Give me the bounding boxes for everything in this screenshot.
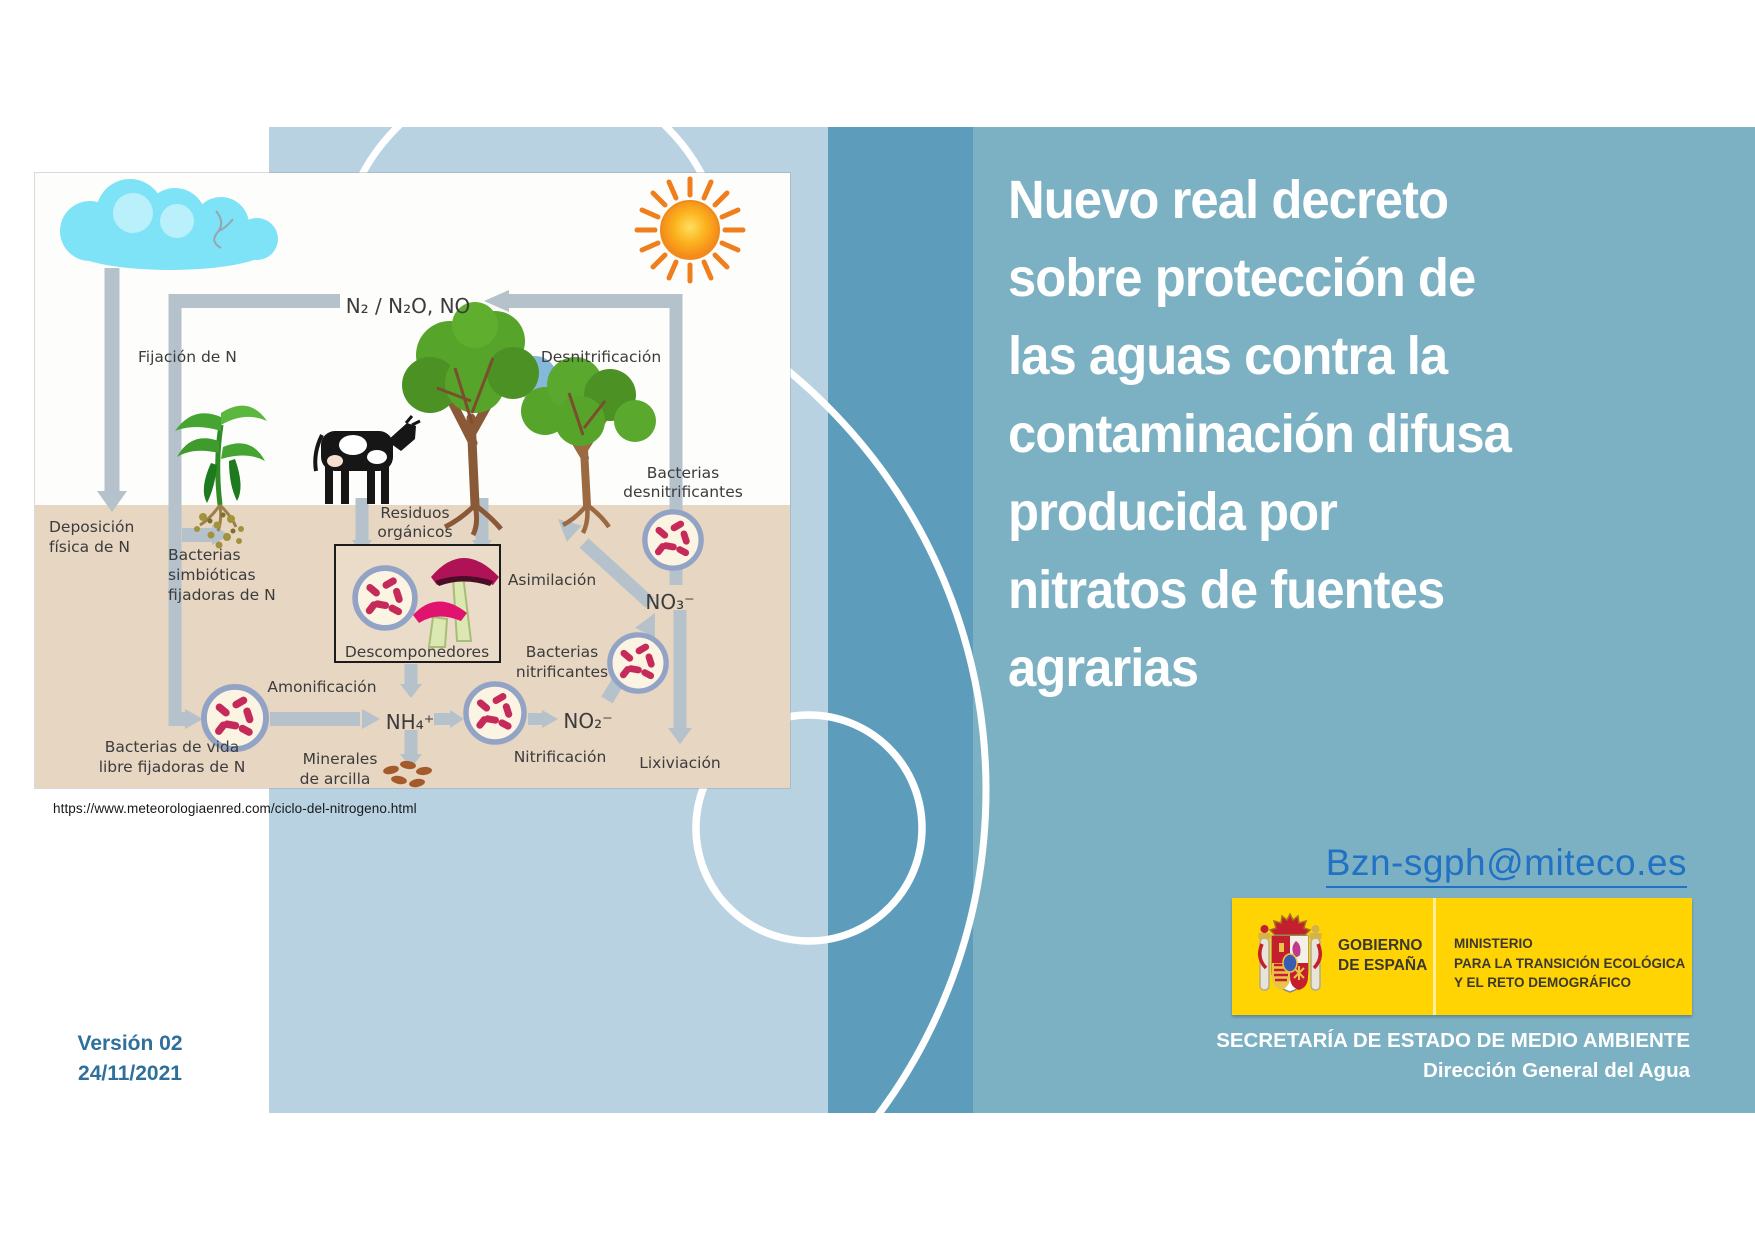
- logo-ministerio-text: MINISTERIO PARA LA TRANSICIÓN ECOLÓGICA Y EL RETO DEMOGRÁFICO: [1454, 936, 1686, 990]
- direccion-footer: Dirección General del Agua: [1423, 1059, 1690, 1082]
- label-fijacion: Fijación de N: [138, 348, 237, 366]
- label-residuos: orgánicos: [377, 523, 453, 541]
- title-line: Nuevo real decreto: [1008, 170, 1449, 230]
- label-nh4: NH₄⁺: [385, 710, 435, 734]
- label-bacterias-simbioticas: Bacterias: [168, 546, 241, 564]
- spain-coat-of-arms-icon: [1258, 908, 1322, 1005]
- label-lixiviacion: Lixiviación: [639, 754, 721, 772]
- label-deposicion: Deposición: [49, 518, 135, 536]
- title-line: contaminación difusa: [1008, 404, 1511, 464]
- title-line: producida por: [1008, 482, 1337, 542]
- logo-divider: [1433, 898, 1436, 1015]
- label-bacterias-vida-libre: Bacterias de vida: [104, 738, 240, 756]
- title-line: las aguas contra la: [1008, 326, 1448, 386]
- sun-icon: [637, 179, 743, 281]
- gobierno-espana-logo: [1232, 898, 1692, 1015]
- label-no2: NO₂⁻: [563, 709, 613, 733]
- label-deposicion: física de N: [49, 538, 130, 556]
- label-bacterias-desnitrificantes: desnitrificantes: [623, 483, 743, 501]
- slide-title: [1008, 161, 1543, 707]
- label-amonificacion: Amonificación: [267, 678, 377, 696]
- contact-email-link[interactable]: Bzn-sgph@miteco.es: [1326, 842, 1687, 888]
- label-no3: NO₃⁻: [645, 590, 695, 614]
- label-desnitrificacion: Desnitrificación: [540, 348, 662, 366]
- label-residuos: Residuos: [380, 504, 450, 522]
- title-line: agrarias: [1008, 638, 1199, 698]
- label-descomponedores: Descomponedores: [344, 643, 490, 661]
- label-bacterias-vida-libre: libre fijadoras de N: [98, 758, 246, 776]
- label-bacterias-desnitrificantes: Bacterias: [646, 464, 720, 482]
- label-nitrificacion: Nitrificación: [513, 748, 607, 766]
- bacteria-circle: [355, 568, 415, 628]
- version-stamp: Versión 02 24/11/2021: [77, 1032, 183, 1085]
- figure-source-url: https://www.meteorologiaenred.com/ciclo-del-nitrogeno.html: [53, 801, 417, 816]
- label-asimilacion: Asimilación: [507, 571, 597, 589]
- label-minerales: Minerales: [302, 750, 378, 768]
- bacteria-circle: [610, 635, 666, 691]
- title-line: sobre protección de: [1008, 248, 1476, 308]
- label-bacterias-simbioticas: fijadoras de N: [168, 586, 276, 604]
- label-bacterias-nitrificantes: nitrificantes: [515, 663, 609, 681]
- logo-gobierno-text: GOBIERNO DE ESPAÑA: [1338, 937, 1428, 974]
- bacteria-circle: [645, 512, 701, 568]
- label-bacterias-simbioticas: simbióticas: [168, 566, 256, 584]
- label-bacterias-nitrificantes: Bacterias: [525, 643, 599, 661]
- label-minerales: de arcilla: [299, 770, 371, 788]
- bacteria-circle: [466, 684, 524, 742]
- label-n2-gases: N₂ / N₂O, NO: [345, 294, 471, 318]
- title-line: nitratos de fuentes: [1008, 560, 1445, 620]
- secretaria-footer: SECRETARÍA DE ESTADO DE MEDIO AMBIENTE: [1216, 1029, 1690, 1052]
- nitrogen-cycle-figure: [35, 173, 790, 788]
